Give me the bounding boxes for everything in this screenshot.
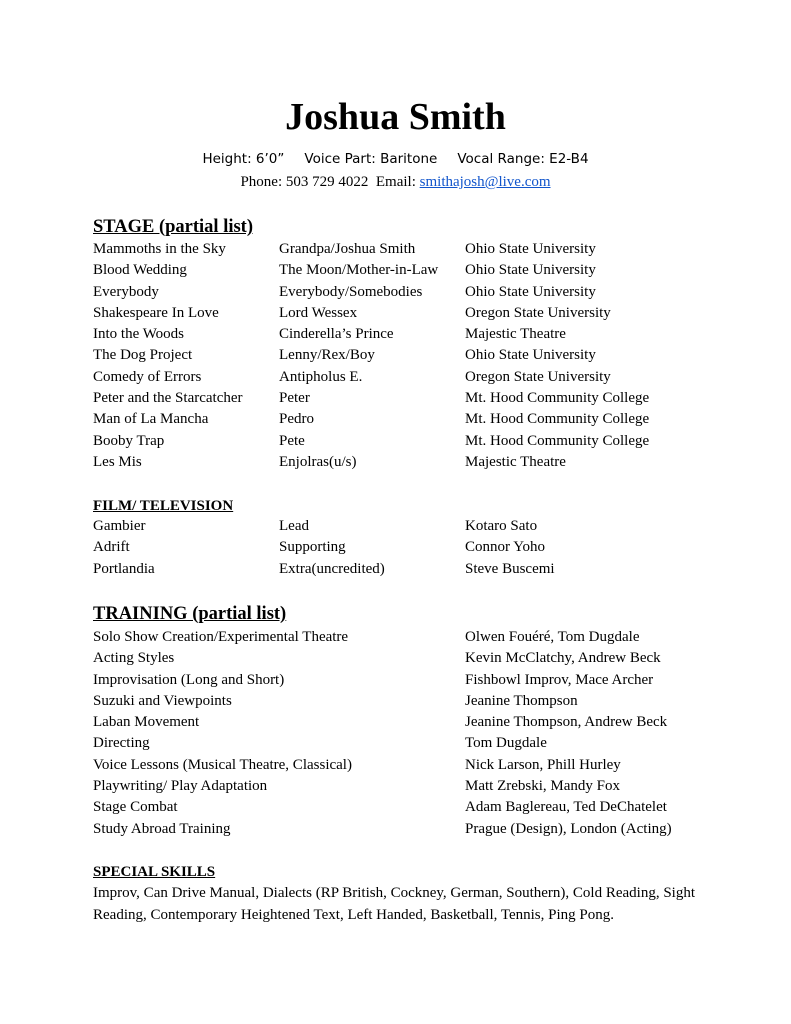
stage-role: The Moon/Mother-in-Law (279, 262, 439, 279)
film-title: Adrift (93, 539, 130, 556)
film-role: Lead (279, 518, 309, 534)
stage-title: Everybody (93, 283, 159, 300)
vocal-range: Vocal Range: E2-B4 (457, 151, 589, 167)
training-subject: Suzuki and Viewpoints (93, 692, 232, 709)
email-label: Email: (375, 174, 416, 190)
height: Height: 6’0” (202, 151, 285, 167)
stage-row (93, 452, 733, 473)
film-director: Kotaro Sato (465, 518, 538, 534)
stage-title: Man of La Mancha (93, 411, 209, 428)
stage-venue: Majestic Theatre (465, 326, 566, 343)
training-teacher: Nick Larson, Phill Hurley (465, 756, 621, 773)
stage-title: Peter and the Starcatcher (93, 390, 243, 407)
training-subject: Stage Combat (93, 799, 178, 816)
training-teacher: Kevin McClatchy, Andrew Beck (465, 650, 661, 667)
training-row (93, 691, 733, 712)
stage-row (93, 345, 733, 366)
stage-row (93, 239, 733, 260)
training-row (93, 819, 733, 840)
email-link[interactable]: smithajosh@live.com (419, 174, 551, 190)
film-row (93, 559, 733, 580)
training-subject: Improvisation (Long and Short) (93, 671, 285, 688)
stage-title: The Dog Project (93, 347, 193, 364)
stage-role: Pedro (279, 411, 314, 428)
stage-venue: Ohio State University (465, 347, 596, 364)
skills-text: Improv, Can Drive Manual, Dialects (RP British, Cockney, German, Southern), Cold Reading, Sight Reading, Contemporary Heightened Text, Left Handed, Basketball, Tennis, Ping Pong. (93, 885, 695, 923)
training-teacher: Fishbowl Improv, Mace Archer (465, 671, 654, 688)
stage-row (93, 303, 733, 324)
training-teacher: Olwen Fouéré, Tom Dugdale (465, 629, 640, 645)
stage-role: Grandpa/Joshua Smith (279, 241, 416, 257)
phone: Phone: 503 729 4022 (240, 174, 369, 190)
stage-title: Into the Woods (93, 326, 185, 343)
stage-row (93, 367, 733, 388)
stage-role: Lenny/Rex/Boy (279, 347, 375, 364)
stage-row (93, 431, 733, 452)
film-list (93, 516, 733, 580)
contact-line (0, 173, 791, 191)
stage-row (93, 409, 733, 430)
stage-venue: Mt. Hood Community College (465, 432, 650, 449)
stage-row (93, 388, 733, 409)
training-subject: Directing (93, 735, 150, 752)
stage-venue: Ohio State University (465, 241, 596, 257)
stage-list (93, 239, 733, 473)
training-row (93, 712, 733, 733)
stage-title: Comedy of Errors (93, 368, 202, 385)
training-heading: TRAINING (partial list) (93, 604, 287, 624)
stage-role: Pete (279, 432, 305, 449)
film-director: Connor Yoho (465, 539, 546, 556)
stage-title: Shakespeare In Love (93, 304, 219, 321)
training-teacher: Jeanine Thompson, Andrew Beck (465, 714, 668, 731)
resume-name: Joshua Smith (285, 96, 506, 138)
film-title: Portlandia (93, 560, 155, 577)
stage-role: Cinderella’s Prince (279, 326, 394, 343)
training-subject: Laban Movement (93, 714, 200, 731)
stage-role: Enjolras(u/s) (279, 453, 357, 470)
stage-title: Mammoths in the Sky (93, 241, 226, 257)
stage-venue: Mt. Hood Community College (465, 390, 650, 407)
stage-row (93, 260, 733, 281)
stage-title: Blood Wedding (93, 262, 187, 279)
stage-row (93, 282, 733, 303)
stage-row (93, 324, 733, 345)
film-row (93, 537, 733, 558)
stage-venue: Oregon State University (465, 368, 611, 385)
stage-role: Antipholus E. (279, 368, 363, 385)
film-role: Extra(uncredited) (279, 560, 385, 577)
stage-venue: Majestic Theatre (465, 453, 566, 470)
stage-venue: Ohio State University (465, 262, 596, 279)
film-heading: FILM/ TELEVISION (93, 498, 234, 514)
stage-role: Lord Wessex (279, 304, 358, 321)
training-subject: Solo Show Creation/Experimental Theatre (93, 629, 349, 645)
training-teacher: Matt Zrebski, Mandy Fox (465, 778, 620, 795)
stage-title: Les Mis (93, 453, 142, 470)
training-teacher: Tom Dugdale (465, 735, 547, 752)
skills-heading: SPECIAL SKILLS (93, 864, 216, 880)
training-row (93, 670, 733, 691)
training-subject: Study Abroad Training (93, 820, 231, 837)
training-teacher: Prague (Design), London (Acting) (465, 820, 672, 837)
stage-role: Everybody/Somebodies (279, 283, 423, 300)
stats-line (0, 150, 791, 168)
film-role: Supporting (279, 539, 346, 556)
training-teacher: Adam Baglereau, Ted DeChatelet (465, 799, 667, 816)
training-row (93, 648, 733, 669)
film-row (93, 516, 733, 537)
film-title: Gambier (93, 518, 146, 534)
training-list (93, 627, 733, 840)
training-row (93, 733, 733, 754)
training-subject: Acting Styles (93, 650, 175, 667)
stage-venue: Ohio State University (465, 283, 596, 300)
stage-heading: STAGE (partial list) (93, 217, 253, 237)
training-subject: Voice Lessons (Musical Theatre, Classical) (93, 756, 352, 773)
training-teacher: Jeanine Thompson (465, 692, 578, 709)
voice-part: Voice Part: Baritone (304, 151, 438, 167)
stage-title: Booby Trap (93, 432, 165, 449)
film-director: Steve Buscemi (465, 560, 555, 577)
stage-role: Peter (279, 390, 310, 407)
training-subject: Playwriting/ Play Adaptation (93, 778, 268, 795)
training-row (93, 797, 733, 818)
stage-venue: Mt. Hood Community College (465, 411, 650, 428)
training-row (93, 755, 733, 776)
training-row (93, 776, 733, 797)
stage-venue: Oregon State University (465, 304, 611, 321)
training-row (93, 627, 733, 648)
